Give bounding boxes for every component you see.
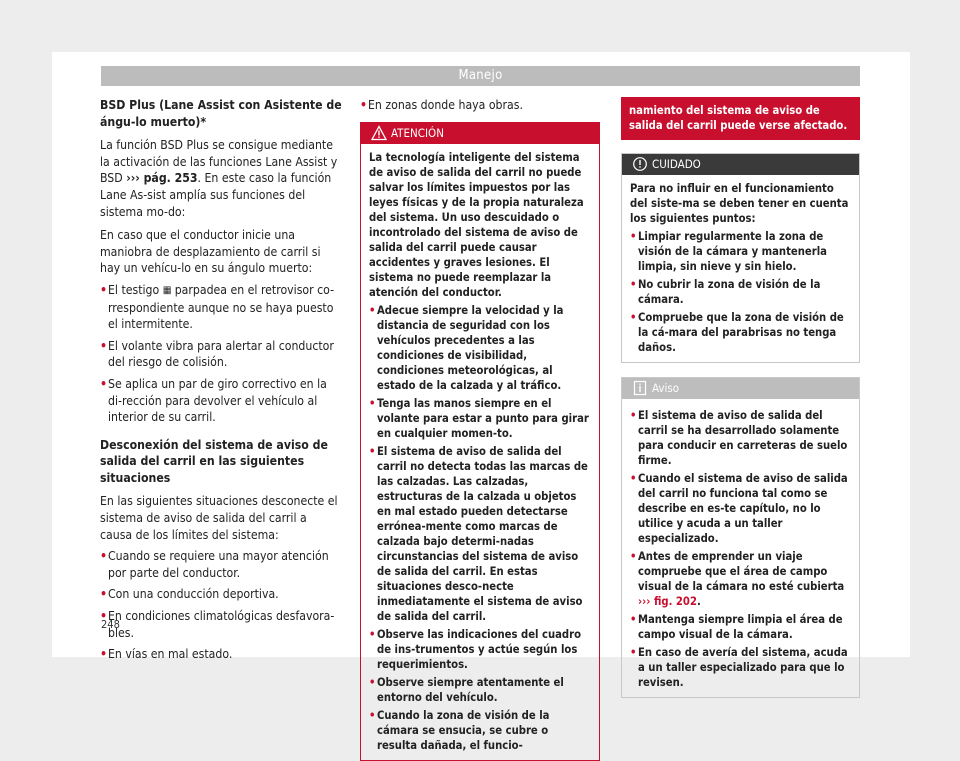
list-item: • En vías en mal estado. xyxy=(100,646,342,663)
note-box xyxy=(621,377,860,698)
list-item: • Cuando el sistema de aviso de salida del carril no funciona tal como se describe en es-te capítulo, no lo utilice y acuda a un taller especializado. xyxy=(630,471,851,546)
column-3 xyxy=(621,97,860,698)
note-box-body xyxy=(622,399,859,697)
list-item: • Tenga las manos siempre en el volante para estar a punto para girar en cualquier momen-to. xyxy=(369,396,591,441)
note-box-header xyxy=(622,378,859,399)
warning-box-header xyxy=(361,123,599,144)
figure-reference-link[interactable]: ››› fig. 202 xyxy=(638,595,697,608)
page-reference-link[interactable]: ››› pág. 253 xyxy=(126,171,198,186)
page-header: Manejo xyxy=(101,66,860,86)
list-item: • En zonas donde haya obras. xyxy=(360,97,600,114)
list-item: • Cuando la zona de visión de la cámara se ensucia, se cubre o resulta dañada, el funcio- xyxy=(369,708,591,753)
mirror-warning-icon: ▦ xyxy=(162,284,172,296)
list-item: • Se aplica un par de giro correctivo en la di-rección para devolver el vehículo al interior de su carril. xyxy=(100,376,342,426)
warning-continuation: namiento del sistema de aviso de salida del carril puede verse afectado. xyxy=(621,97,860,140)
situations-paragraph: En las siguientes situaciones desconecte el sistema de aviso de salida del carril a causa de los límites del sistema: xyxy=(100,494,338,542)
list-item: • Compruebe que la zona de visión de la cá-mara del parabrisas no tenga daños. xyxy=(630,310,851,355)
warning-box xyxy=(360,122,600,761)
list-item: • El sistema de aviso de salida del carril no detecta todas las marcas de las calzadas. Las calzadas, estructuras de la calzada u objetos en mal estado pueden detectarse errónea-mente como marcas de calzada bajo determi-nadas circunstancias del sistema de aviso de salida del carril. En estas situaciones desco-necte inmediatamente el sistema de aviso de salida del carril. xyxy=(369,444,591,624)
column-2 xyxy=(360,97,600,761)
list-item: • Observe siempre atentamente el entorno del vehículo. xyxy=(369,675,591,705)
info-circle-icon xyxy=(632,156,648,172)
page-number: 248 xyxy=(101,618,120,631)
section-heading: BSD Plus (Lane Assist con Asistente de ángu-lo muerto)* xyxy=(100,98,342,129)
list-item: • El testigo ▦ parpadea en el retrovisor co-rrespondiente aunque no se haya puesto el intermitente. xyxy=(100,282,342,333)
note-title: Aviso xyxy=(652,381,680,395)
caution-box-body xyxy=(622,175,859,362)
caution-box-header xyxy=(622,154,859,175)
section-heading-2: Desconexión del sistema de aviso de salida del carril en las siguientes situaciones xyxy=(100,437,328,485)
intro-paragraph: La función BSD Plus se consigue mediante la activación de las funciones Lane Assist y BSD ››› pág. 253. En este caso la función Lane As-sist amplía sus funciones del sistema mo-do: xyxy=(100,138,338,219)
manual-page xyxy=(52,52,910,752)
list-item: • Cuando se requiere una mayor atención por parte del conductor. xyxy=(100,548,342,581)
list-item: • En condiciones climatológicas desfavora-bles. xyxy=(100,608,342,641)
warning-box-body xyxy=(361,144,599,760)
list-item: • Mantenga siempre limpia el área de campo visual de la cámara. xyxy=(630,612,851,642)
list-item: • En caso de avería del sistema, acuda a un taller especializado para que lo revisen. xyxy=(630,645,851,690)
list-item: • Observe las indicaciones del cuadro de ins-trumentos y actúe según los requerimientos. xyxy=(369,627,591,672)
caution-title: CUIDADO xyxy=(652,157,701,171)
warning-intro: La tecnología inteligente del sistema de aviso de salida del carril no puede salvar los límites impuestos por las leyes físicas y de la propia naturaleza del sistema. Un uso descuidado o incontrolado del sistema de aviso de salida del carril puede causar accidentes y graves lesiones. El sistema no puede reemplazar la atención del conductor. xyxy=(369,150,584,299)
list-item: • Con una conducción deportiva. xyxy=(100,586,342,603)
column-1 xyxy=(100,97,342,663)
caution-intro: Para no influir en el funcionamiento del siste-ma se deben tener en cuenta los siguientes puntos: xyxy=(630,182,849,225)
maneuver-paragraph: En caso que el conductor inicie una maniobra de desplazamiento de carril si hay un vehícu-lo en su ángulo muerto: xyxy=(100,228,321,276)
list-item: • Limpiar regularmente la zona de visión de la cámara y mantenerla limpia, sin nieve y sin hielo. xyxy=(630,229,851,274)
list-item: • Adecue siempre la velocidad y la distancia de seguridad con los vehículos precedentes a las condiciones de visibilidad, condiciones meteorológicas, al estado de la calzada y al tráfico. xyxy=(369,303,591,393)
warning-title: ATENCIÓN xyxy=(391,125,444,140)
list-item: • No cubrir la zona de visión de la cámara. xyxy=(630,277,851,307)
warning-triangle-icon xyxy=(371,125,387,141)
caution-box xyxy=(621,153,860,363)
list-item: • Antes de emprender un viaje compruebe que el área de campo visual de la cámara no esté cubierta ››› fig. 202. xyxy=(630,549,851,609)
note-icon xyxy=(632,380,648,396)
list-item: • El volante vibra para alertar al conductor del riesgo de colisión. xyxy=(100,338,342,371)
list-item: • El sistema de aviso de salida del carril se ha desarrollado solamente para conducir en carreteras de suelo firme. xyxy=(630,408,851,468)
